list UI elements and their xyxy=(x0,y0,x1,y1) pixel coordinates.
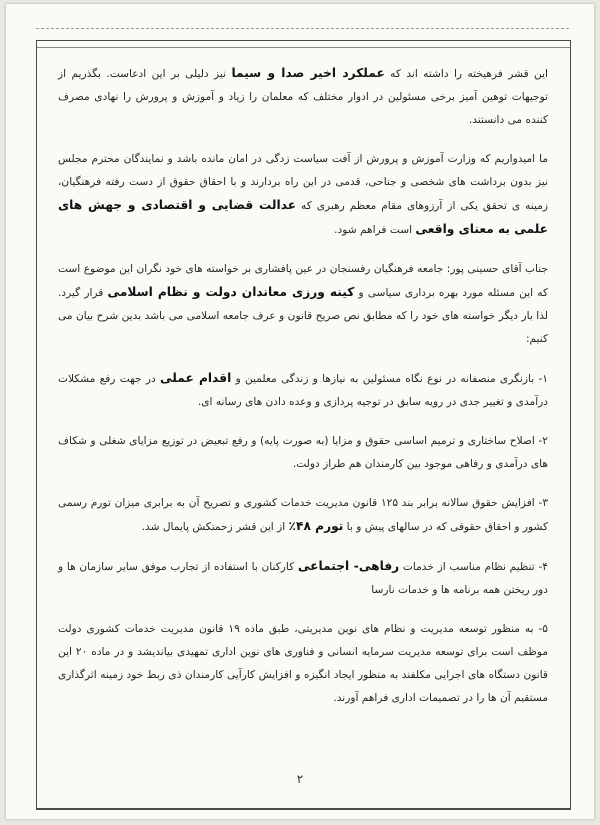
frame-top-double-rule xyxy=(37,40,570,48)
paragraph-hope: ما امیدواریم که وزارت آموزش و پرورش از آفت سیاست زدگی در امان مانده باشد و نمایندگان محترم مجلس نیز بدون برداشت های شخصی و جناحی، قدمی در این راه بردارند و با احقاق حقوق از دست رفته فرهنگیان، زمینه ی تحقق یکی از آرزوهای مقام معظم رهبری که عدالت قضایی و اقتصادی و جهش های علمی به معنای واقعی است فراهم شود. xyxy=(58,153,548,236)
list-item-2: ۲- اصلاح ساختاری و ترمیم اساسی حقوق و مزایا (به صورت پایه) و رفع تبعیض در توزیع مزایای شغلی و شکاف های درآمدی و رفاهی موجود بین کارمندان هم طراز دولت. xyxy=(58,435,548,470)
list-item-1: ۱- بازنگری منصفانه در نوع نگاه مسئولین به نیازها و زندگی معلمین و اقدام عملی در جهت رفع مشکلات درآمدی و تغییر جدی در رویه سابق در توجیه پردازی و وعده دادن های رسانه ای. xyxy=(58,371,548,408)
page-number: ۲ xyxy=(296,772,304,786)
emphasis: رفاهی- اجتماعی xyxy=(297,559,400,573)
emphasis: عدالت قضایی و اقتصادی و جهش های علمی به معنای واقعی xyxy=(58,198,548,236)
list-item-3: ۳- افزایش حقوق سالانه برابر بند ۱۲۵ قانون مدیریت خدمات کشوری و تصریح آن به برابری میزان تورم رسمی کشور و احقاق حقوقی که در سالهای پیش و با تورم ۴۸٪ از این قشر زحمتکش پایمال شد. xyxy=(58,497,549,533)
paragraph-intro: این قشر فرهیخته را داشته اند که عملکرد اخیر صدا و سیما نیز دلیلی بر این ادعاست. بگذریم از توجیهات توهین آمیز برخی مسئولین در ادوار مختلف که معلمان را زیاد و آموزش و پرورش را نهادی مصرف کننده می دانستند. xyxy=(58,66,548,126)
document-page xyxy=(6,4,594,819)
list-item-4: ۴- تنظیم نظام مناسب از خدمات رفاهی- اجتماعی کارکنان با استفاده از تجارب موفق سایر سازمان ها و دور ریختن همه برنامه ها و خدمات نارسا xyxy=(58,559,548,596)
emphasis: عملکرد اخیر صدا و سیما xyxy=(231,66,385,80)
emphasis: تورم ۴۸٪ xyxy=(288,519,344,533)
top-dashed-rule xyxy=(36,28,569,29)
emphasis: اقدام عملی xyxy=(159,371,232,385)
list-item-5: ۵- به منظور توسعه مدیریت و نظام های نوین مدیریتی، طبق ماده ۱۹ قانون مدیریت خدمات کشوری دولت موظف است برای توسعه مدیریت سرمایه انسانی و فناوری های نوین اداری تمهیدی بیاندیشد و در ماده ۲۰ این قانون دستگاه های اجرایی مکلفند به منظور ایجاد انگیزه و افزایش کارآیی کارمندان ذی ربط خود زمینه اثرگذاری مستقیم آن ها را در تصمیمات اداری فراهم آورند. xyxy=(58,623,549,704)
emphasis: کینه ورزی معاندان دولت و نظام اسلامی xyxy=(107,285,355,299)
paragraph-hosseinipour: جناب آقای حسینی پور: جامعه فرهنگیان رفسنجان در عین پافشاری بر خواسته های خود نگران این موضوع است که این مسئله مورد بهره برداری سیاسی و کینه ورزی معاندان دولت و نظام اسلامی قرار گیرد. لذا بار دیگر خواسته های خود را که مطابق نص صریح قانون و عرف جامعه اسلامی می باشد بدین شرح بیان می کنیم: xyxy=(58,263,548,345)
document-body xyxy=(58,62,548,726)
